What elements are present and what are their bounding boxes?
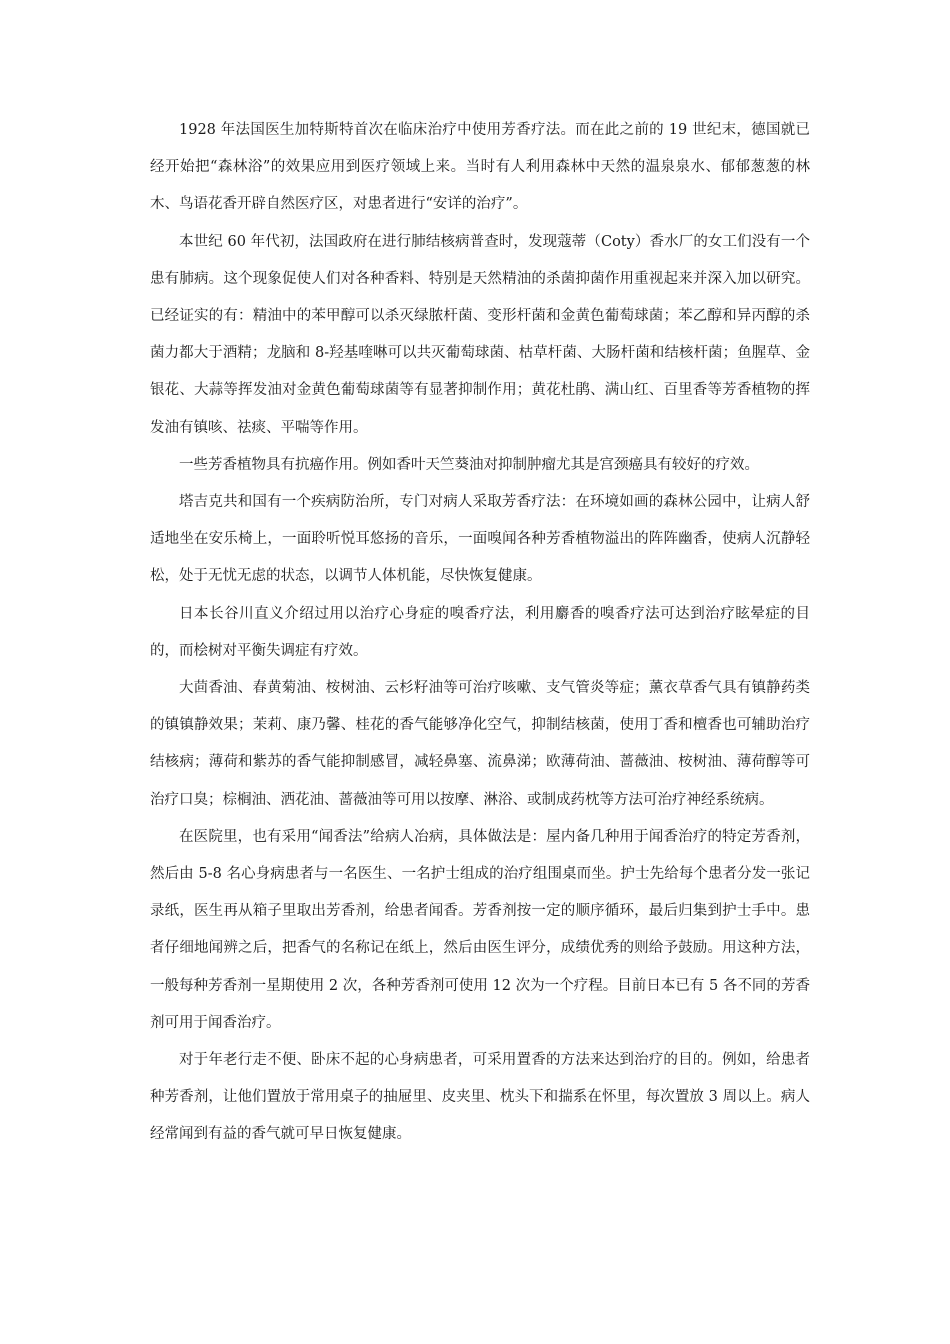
- paragraph-anticancer: 一些芳香植物具有抗癌作用。例如香叶天竺葵油对抑制肿瘤尤其是宫颈癌具有较好的疗效。: [179, 456, 759, 473]
- paragraph-placement-method: 对于年老行走不便、卧床不起的心身病患者，可采用置香的方法来达到治疗的目的。例如，给患者 种芳香剂，让他们置放于常用桌子的抽屉里、皮夹里、枕头下和揣系在怀里，每次置放 3 周以上。病人经常闻到有益的香气就可早日恢复健康。: [150, 1052, 810, 1143]
- paragraph-tajikistan-clinic: 塔吉克共和国有一个疾病防治所，专门对病人采取芳香疗法：在环境如画的森林公园中，让病人舒适地坐在安乐椅上，一面聆听悦耳悠扬的音乐，一面嗅闻各种芳香植物溢出的阵阵幽香，使病人沉静轻松，处于无忧无虑的状态，以调节人体机能，尽快恢复健康。: [150, 494, 810, 585]
- paragraph-aromatherapy-history: 1928 年法国医生加特斯特首次在临床治疗中使用芳香疗法。而在此之前的 19 世纪末，德国就已经开始把“森林浴”的效果应用到医疗领域上来。当时有人利用森林中天然的温泉泉水、郁郁葱葱的林木、鸟语花香开辟自然医疗区，对患者进行“安详的治疗”。: [150, 122, 810, 213]
- paragraph-japan-smell-therapy: 日本长谷川直义介绍过用以治疗心身症的嗅香疗法，利用麝香的嗅香疗法可达到治疗眩晕症的目的，而桧树对平衡失调症有疗效。: [150, 605, 810, 659]
- paragraph-antibacterial-research: 本世纪 60 年代初，法国政府在进行肺结核病普查时，发现蔻蒂（Coty）香水厂的女工们没有一个患有肺病。这个现象促使人们对各种香料、特别是天然精油的杀菌抑菌作用重视起来并深入加以研究。已经证实的有：精油中的苯甲醇可以杀灭绿脓杆菌、变形杆菌和金黄色葡萄球菌；苯乙醇和异丙醇的杀菌力都大于酒精；龙脑和 8-羟基喹啉可以共灭葡萄球菌、枯草杆菌、大肠杆菌和结核杆菌；鱼腥草、金银花、大蒜等挥发油对金黄色葡萄球菌等有显著抑制作用；黄花杜鹃、满山红、百里香等芳香植物的挥发油有镇咳、祛痰、平喘等作用。: [150, 233, 810, 436]
- document-body: [150, 112, 810, 1154]
- paragraph-hospital-smell-method: 在医院里，也有采用“闻香法”给病人冶病，具体做法是：屋内备几种用于闻香治疗的特定芳香剂，然后由 5-8 名心身病患者与一名医生、一名护士组成的治疗组围桌而坐。护士先给每个患者分发一张记录纸，医生再从箱子里取出芳香剂，给患者闻香。芳香剂按一定的顺序循环，最后归集到护士手中。患者仔细地闻辨之后，把香气的名称记在纸上，然后由医生评分，成绩优秀的则给予鼓励。用这种方法，一般每种芳香剂一星期使用 2 次，各种芳香剂可使用 12 次为一个疗程。目前日本已有 5 各不同的芳香剂可用于闻香治疗。: [150, 828, 810, 1031]
- paragraph-essential-oil-uses: 大茴香油、春黄菊油、桉树油、云杉籽油等可治疗咳嗽、支气管炎等症；薰衣草香气具有镇静药类的镇镇静效果；茉莉、康乃馨、桂花的香气能够净化空气，抑制结核菌，使用丁香和檀香也可辅助治疗结核病；薄荷和紫苏的香气能抑制感冒，减轻鼻塞、流鼻涕；欧薄荷油、蔷薇油、桉树油、薄荷醇等可治疗口臭；棕榈油、洒花油、蔷薇油等可用以按摩、淋浴、或制成药枕等方法可治疗神经系统病。: [150, 680, 810, 808]
